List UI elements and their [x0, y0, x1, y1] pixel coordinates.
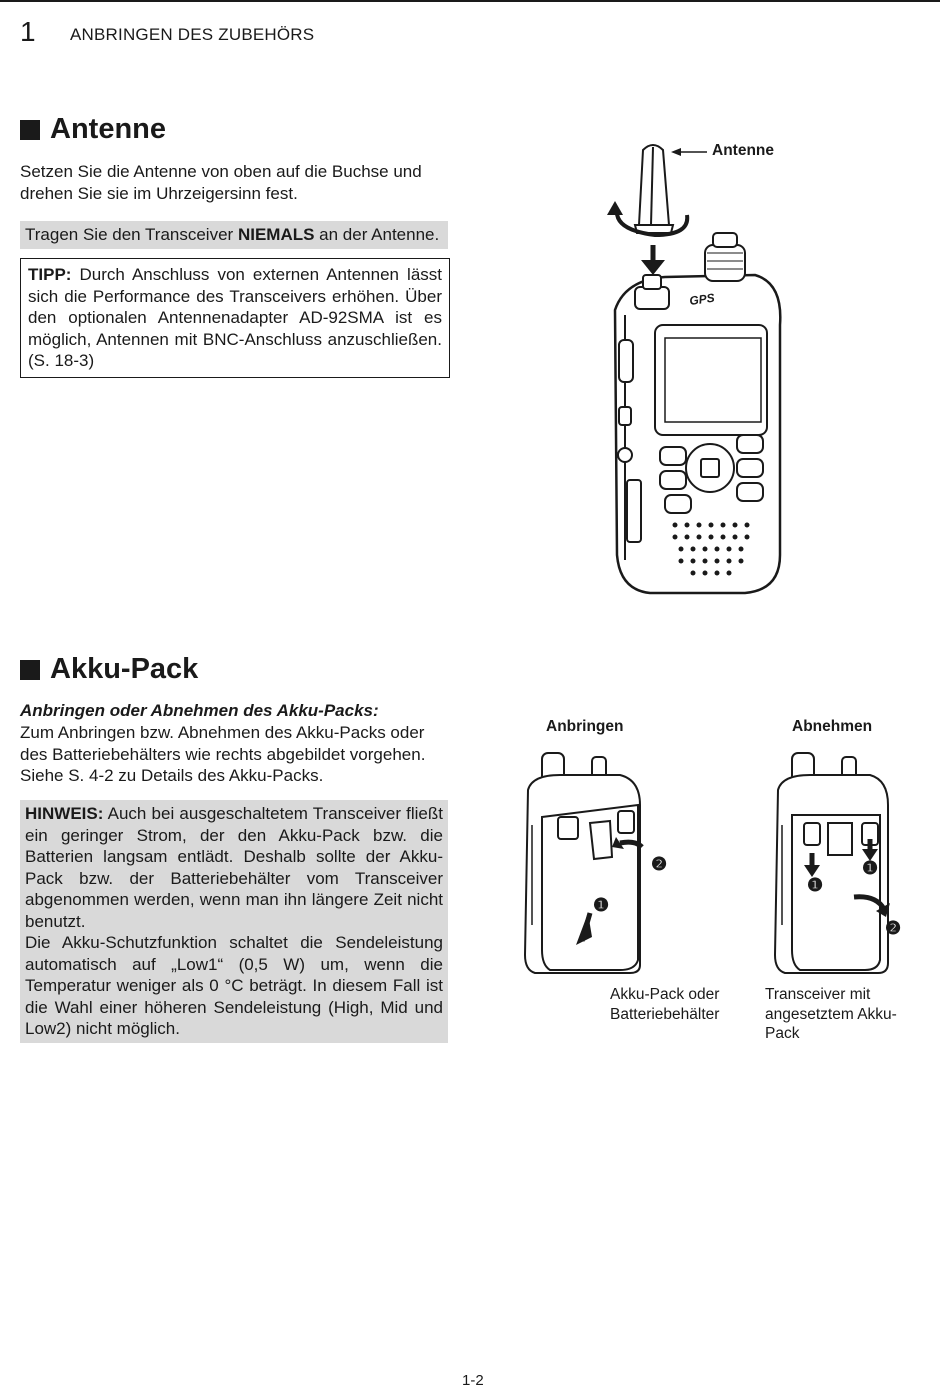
section-heading-akku [20, 653, 198, 686]
header-rule [0, 0, 940, 2]
section-square-icon [20, 120, 40, 140]
caption-akku-pack: Akku-Pack oder Batteriebehälter [610, 986, 720, 1023]
figure-label-abnehmen: Abnehmen [792, 718, 873, 735]
step-1-marker-attach: ❶ [593, 895, 610, 915]
antenna-radio-illustration [595, 135, 855, 615]
note-text-1: Auch bei ausgeschaltetem Transceiver fließt ein geringer Strom, der den Akku-Pack bzw. die Batterien langsam entlädt. Deshalb sollte der Akku-Pack bzw. der Batteriebehälter vom Transceiver abgenommen werden, wenn man ihn längere Zeit nicht benutzt. [25, 804, 443, 931]
figure-label-antenne: Antenne [712, 142, 774, 159]
warning-text-pre: Tragen Sie den Transceiver [25, 225, 238, 244]
tip-text: Durch Anschluss von externen Antennen lässt sich die Performance des Transceivers erhöhen. Über den optionalen Antennenadapter AD-92SMA ist es möglich, Antennen mit BNC-Anschluss anzuschließen. (S. 18-3) [28, 265, 442, 370]
warning-text-bold: NIEMALS [237, 225, 315, 244]
akku-subheading: Anbringen oder Abnehmen des Akku-Packs: [20, 701, 379, 720]
step-2-marker-attach: ❷ [651, 854, 668, 874]
note-label: HINWEIS: [25, 804, 104, 823]
section-square-icon [20, 660, 40, 680]
section-heading-text: Akku-Pack [50, 653, 199, 685]
step-1-marker-detach-right: ❶ [862, 858, 879, 878]
step-1-marker-detach-left: ❶ [807, 875, 824, 895]
chapter-number: 1 [20, 16, 36, 47]
akku-intro: Zum Anbringen bzw. Abnehmen des Akku-Packs oder des Batteriebehälters wie rechts abgebildet vorgehen. Siehe S. 4-2 zu Details des Akku-Packs. [20, 723, 426, 785]
detach-battery-illustration [770, 745, 910, 975]
caption-transceiver: Transceiver mit angesetztem Akku-Pack [765, 986, 897, 1042]
section-heading-text: Antenne [50, 113, 166, 145]
antenne-warning [20, 221, 448, 249]
tip-label: TIPP: [28, 265, 72, 284]
note-paragraph-2: Die Akku-Schutzfunktion schaltet die Sendeleistung automatisch auf „Low1“ (0,5 W) um, wenn die Temperatur weniger als 0 °C beträgt. In diesem Fall ist die Wahl einer höheren Sendeleistung (High, Mid und Low2) nicht möglich. [25, 933, 443, 1038]
section-heading-antenne [20, 113, 166, 146]
note-paragraph-1 [25, 803, 443, 932]
figure-label-anbringen: Anbringen [546, 718, 624, 735]
chapter-title: ANBRINGEN DES ZUBEHÖRS [70, 25, 315, 44]
gps-logo-text: GPS [688, 290, 716, 308]
antenne-intro: Setzen Sie die Antenne von oben auf die Buchse und drehen Sie sie im Uhrzeigersinn fest. [20, 162, 422, 203]
page-number: 1-2 [462, 1372, 484, 1389]
antenne-tip-box [20, 258, 450, 378]
warning-text-post: an der Antenne. [314, 225, 440, 244]
akku-note-box [20, 800, 448, 1043]
step-2-marker-detach: ❷ [885, 918, 902, 938]
